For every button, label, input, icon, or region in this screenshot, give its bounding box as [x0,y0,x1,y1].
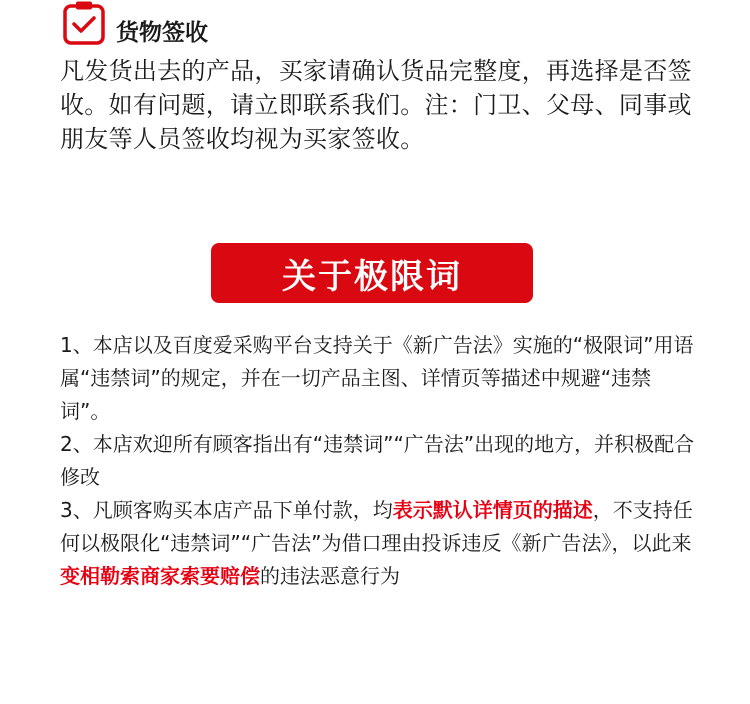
receipt-body: 凡发货出去的产品，买家请确认货品完整度，再选择是否签收。如有问题，请立即联系我们。注：门卫、父母、同事或朋友等人员签收均视为买家签收。 [60,57,692,153]
term-item-3-highlight-1: 表示默认详情页的描述 [392,498,593,522]
banner-title: 关于极限词 [282,256,462,297]
term-item-2: 2、本店欢迎所有顾客指出有“违禁词”“广告法”出现的地方，并积极配合修改 [60,432,695,489]
section-banner [211,243,533,303]
term-item-3-part-1: 3、凡顾客购买本店产品下单付款，均 [60,498,393,522]
receipt-title: 货物签收 [116,20,208,46]
term-item-3-part-2: ，不支持任何以极限化“违禁词”“广告法”为借口理由投诉违反《新广告法》，以此来 [60,498,693,555]
clipboard-check-icon [62,0,106,46]
terms-section [60,329,700,593]
term-item-3-highlight-2: 变相勒索商家索要赔偿 [60,564,260,588]
term-item-3-part-3: 的违法恶意行为 [260,564,400,588]
term-item-3 [60,494,700,593]
term-item-1: 1、本店以及百度爱采购平台支持关于《新广告法》实施的“极限词”用语属“违禁词”的规定，并在一切产品主图、详情页等描述中规避“违禁词”。 [60,333,694,423]
